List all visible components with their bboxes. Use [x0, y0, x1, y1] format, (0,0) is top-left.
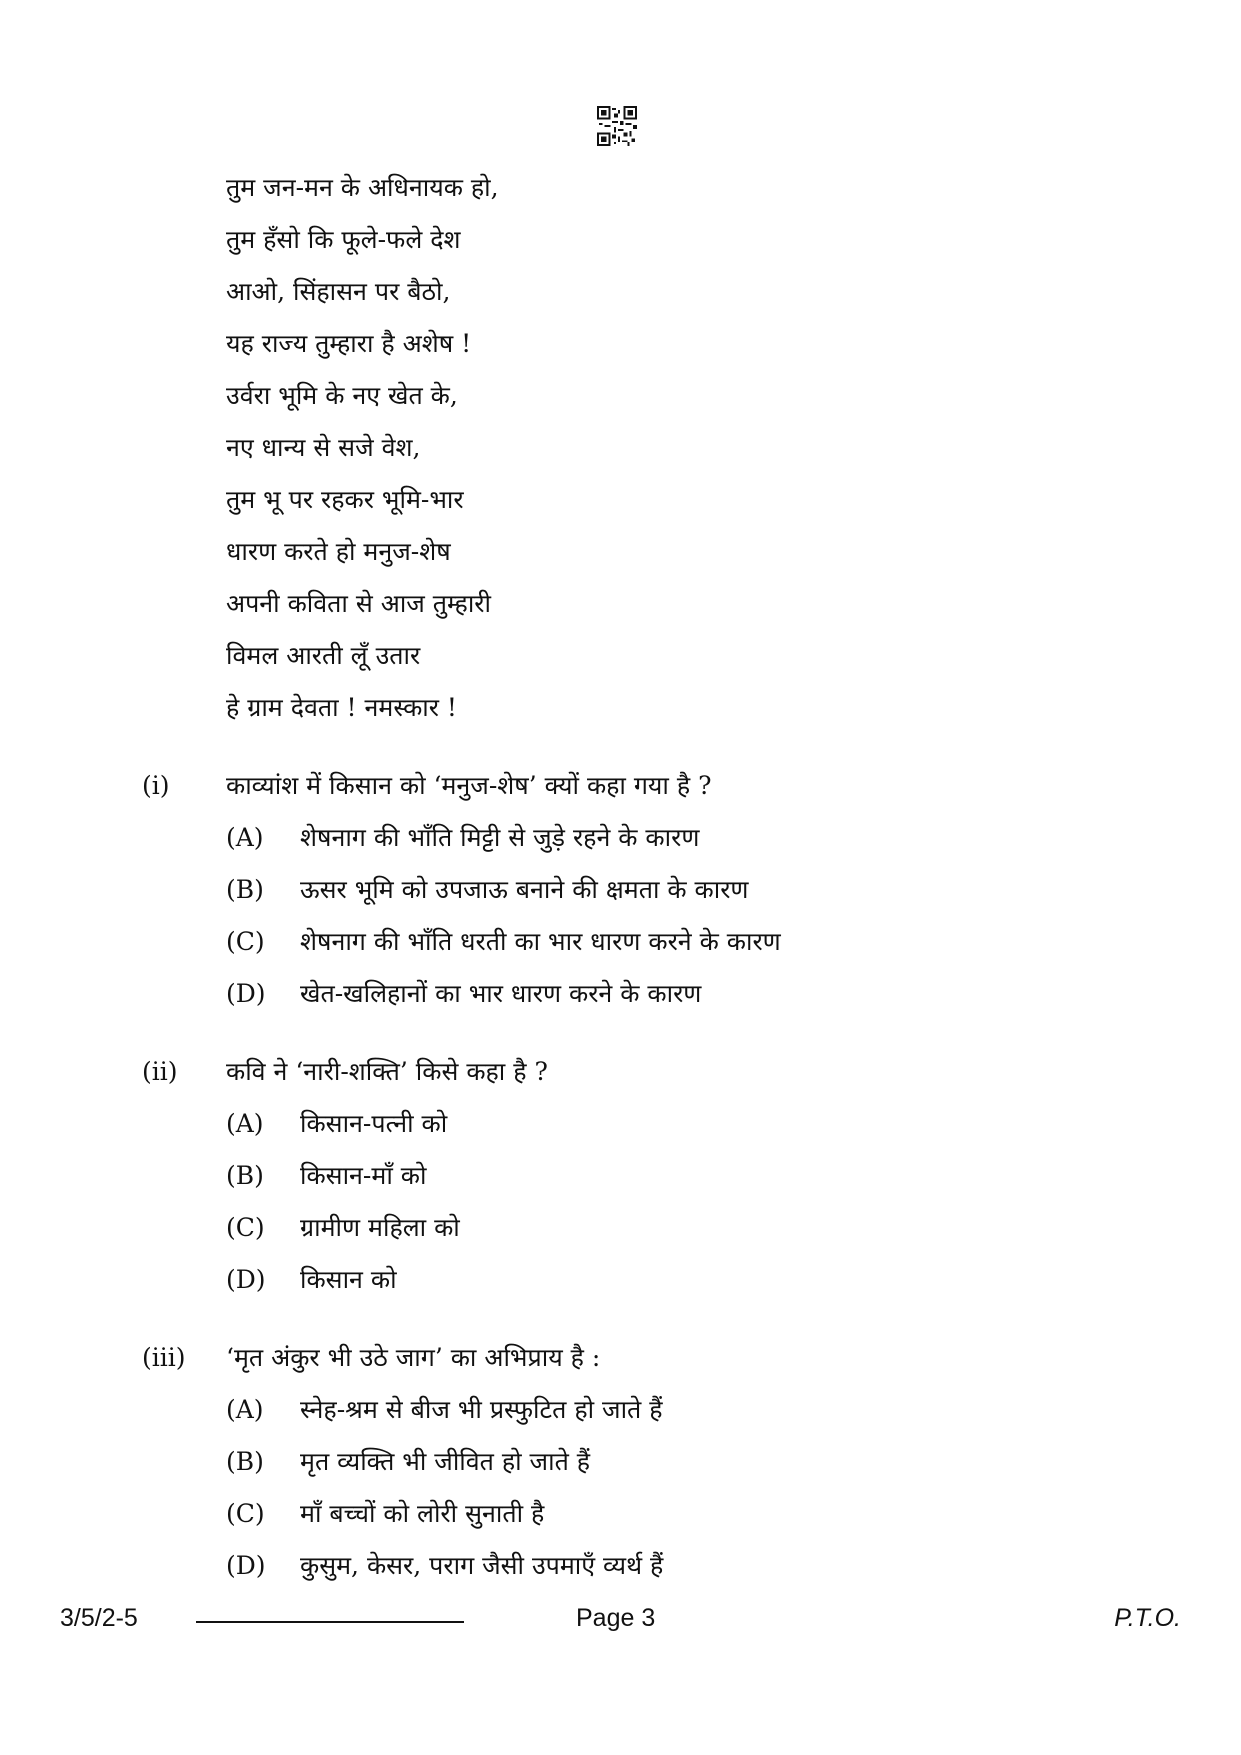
- option-label: (B): [226, 1161, 264, 1190]
- poem-line: विमल आरती लूँ उतार: [226, 641, 421, 670]
- option-label: (A): [226, 1109, 264, 1138]
- poem-line: आओ, सिंहासन पर बैठो,: [226, 277, 451, 306]
- option-text: माँ बच्चों को लोरी सुनाती है: [300, 1499, 545, 1528]
- option-text: किसान-माँ को: [300, 1161, 427, 1190]
- option-label: (A): [226, 823, 264, 852]
- option-text: ग्रामीण महिला को: [300, 1213, 460, 1242]
- page-footer: [0, 1600, 1241, 1640]
- option-label: (D): [226, 979, 266, 1008]
- question-number: (ii): [142, 1057, 178, 1086]
- option-text: शेषनाग की भाँति मिट्टी से जुड़े रहने के कारण: [300, 823, 700, 852]
- option-label: (B): [226, 875, 264, 904]
- option-text: खेत-खलिहानों का भार धारण करने के कारण: [300, 979, 702, 1008]
- pto-label: P.T.O.: [1114, 1604, 1181, 1632]
- option-label: (C): [226, 1213, 265, 1242]
- poem: [226, 166, 499, 738]
- option-text: स्नेह-श्रम से बीज भी प्रस्फुटित हो जाते हैं: [300, 1395, 663, 1424]
- question-text: ‘मृत अंकुर भी उठे जाग’ का अभिप्राय है :: [226, 1343, 601, 1372]
- option-text: किसान-पत्नी को: [300, 1109, 448, 1138]
- option-text: ऊसर भूमि को उपजाऊ बनाने की क्षमता के कारण: [300, 875, 749, 904]
- poem-line: तुम हँसो कि फूले-फले देश: [226, 225, 461, 254]
- poem-line: उर्वरा भूमि के नए खेत के,: [226, 381, 458, 410]
- question-text: काव्यांश में किसान को ‘मनुज-शेष’ क्यों कहा गया है ?: [226, 771, 712, 800]
- option-text: मृत व्यक्ति भी जीवित हो जाते हैं: [300, 1447, 591, 1476]
- option-text: शेषनाग की भाँति धरती का भार धारण करने के कारण: [300, 927, 781, 956]
- option-label: (C): [226, 927, 265, 956]
- poem-line: धारण करते हो मनुज-शेष: [226, 537, 451, 566]
- footer-divider: [196, 1621, 464, 1623]
- poem-line: तुम जन-मन के अधिनायक हो,: [226, 173, 499, 202]
- question-number: (i): [142, 771, 170, 800]
- poem-line: यह राज्य तुम्हारा है अशेष !: [226, 329, 472, 358]
- qr-code: [597, 106, 637, 146]
- poem-line: हे ग्राम देवता ! नमस्कार !: [226, 693, 457, 722]
- option-label: (C): [226, 1499, 265, 1528]
- poem-line: अपनी कविता से आज तुम्हारी: [226, 589, 491, 618]
- option-label: (B): [226, 1447, 264, 1476]
- option-label: (A): [226, 1395, 264, 1424]
- poem-line: नए धान्य से सजे वेश,: [226, 433, 421, 462]
- question-number: (iii): [142, 1343, 186, 1372]
- option-label: (D): [226, 1551, 266, 1580]
- poem-line: तुम भू पर रहकर भूमि-भार: [226, 485, 464, 514]
- option-text: कुसुम, केसर, पराग जैसी उपमाएँ व्यर्थ हैं: [300, 1551, 664, 1580]
- page-number: Page 3: [576, 1604, 656, 1632]
- option-label: (D): [226, 1265, 266, 1294]
- paper-code: 3/5/2-5: [60, 1604, 138, 1632]
- option-text: किसान को: [300, 1265, 397, 1294]
- question-text: कवि ने ‘नारी-शक्ति’ किसे कहा है ?: [226, 1057, 548, 1086]
